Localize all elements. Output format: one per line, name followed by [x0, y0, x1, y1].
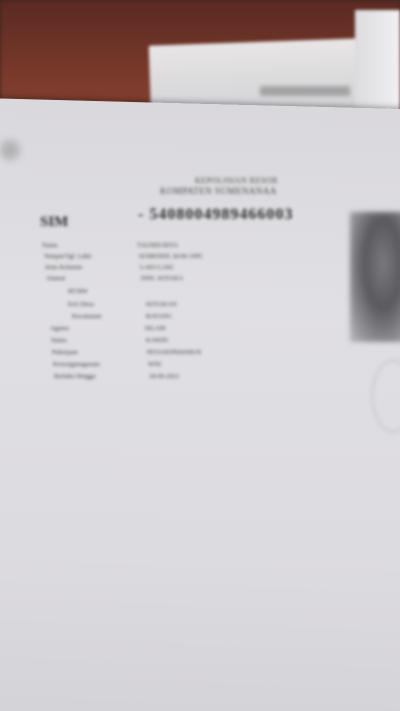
field-value: SUMENEP, 18-06-1995: [139, 253, 203, 260]
field-label: Status: [51, 337, 67, 344]
id-photo: [350, 212, 400, 342]
field-row: [72, 313, 172, 320]
sim-number: - 5408004989466003: [138, 206, 294, 223]
field-value: BATANG: [146, 313, 172, 320]
field-value: 18-06-2021: [149, 373, 180, 380]
field-row: [54, 373, 179, 380]
field-label: Jenis Kelamin: [45, 264, 83, 271]
sim-label: SIM: [40, 214, 69, 230]
field-row: [53, 361, 161, 368]
field-value: DSN. SOTAKA: [141, 275, 184, 282]
field-row: [52, 349, 201, 356]
field-row: [68, 301, 177, 308]
field-label: Tempat/Tgl. Lahir: [44, 253, 92, 260]
field-row: [51, 337, 168, 344]
field-label: RT/RW: [68, 288, 88, 295]
field-row: [44, 253, 202, 260]
field-value: WNI: [148, 361, 161, 368]
field-value: ISLAM: [145, 325, 166, 332]
field-value: PETANI/PEKEBUN: [147, 349, 202, 356]
document-header-line-2: KOMPATEN SUMENANAA: [160, 186, 277, 196]
field-label: Kecamatan: [72, 313, 102, 320]
field-label: Pekerjaan: [52, 349, 78, 356]
field-value: KAWIN: [146, 337, 168, 344]
field-row: [46, 275, 183, 282]
field-label: Berlaku Hingga: [54, 373, 96, 380]
field-label: Kel./Desa: [68, 301, 94, 308]
stamp-mark: [372, 360, 400, 432]
field-label: Alamat: [46, 275, 66, 282]
field-value: TAUHID RIYA: [137, 242, 179, 249]
field-label: Nama: [42, 242, 58, 249]
field-value: SOTAKAN: [146, 301, 177, 308]
field-row: [50, 325, 165, 332]
field-label: Agama: [50, 325, 69, 332]
field-label: Kewarganegaraan: [53, 361, 100, 368]
field-row: [45, 264, 173, 271]
field-value: LAKI-LAKI: [140, 264, 174, 271]
document-header-line-1: KEPOLISIAN RESOR: [195, 176, 278, 185]
field-row: [42, 242, 178, 249]
field-row: [68, 288, 141, 295]
